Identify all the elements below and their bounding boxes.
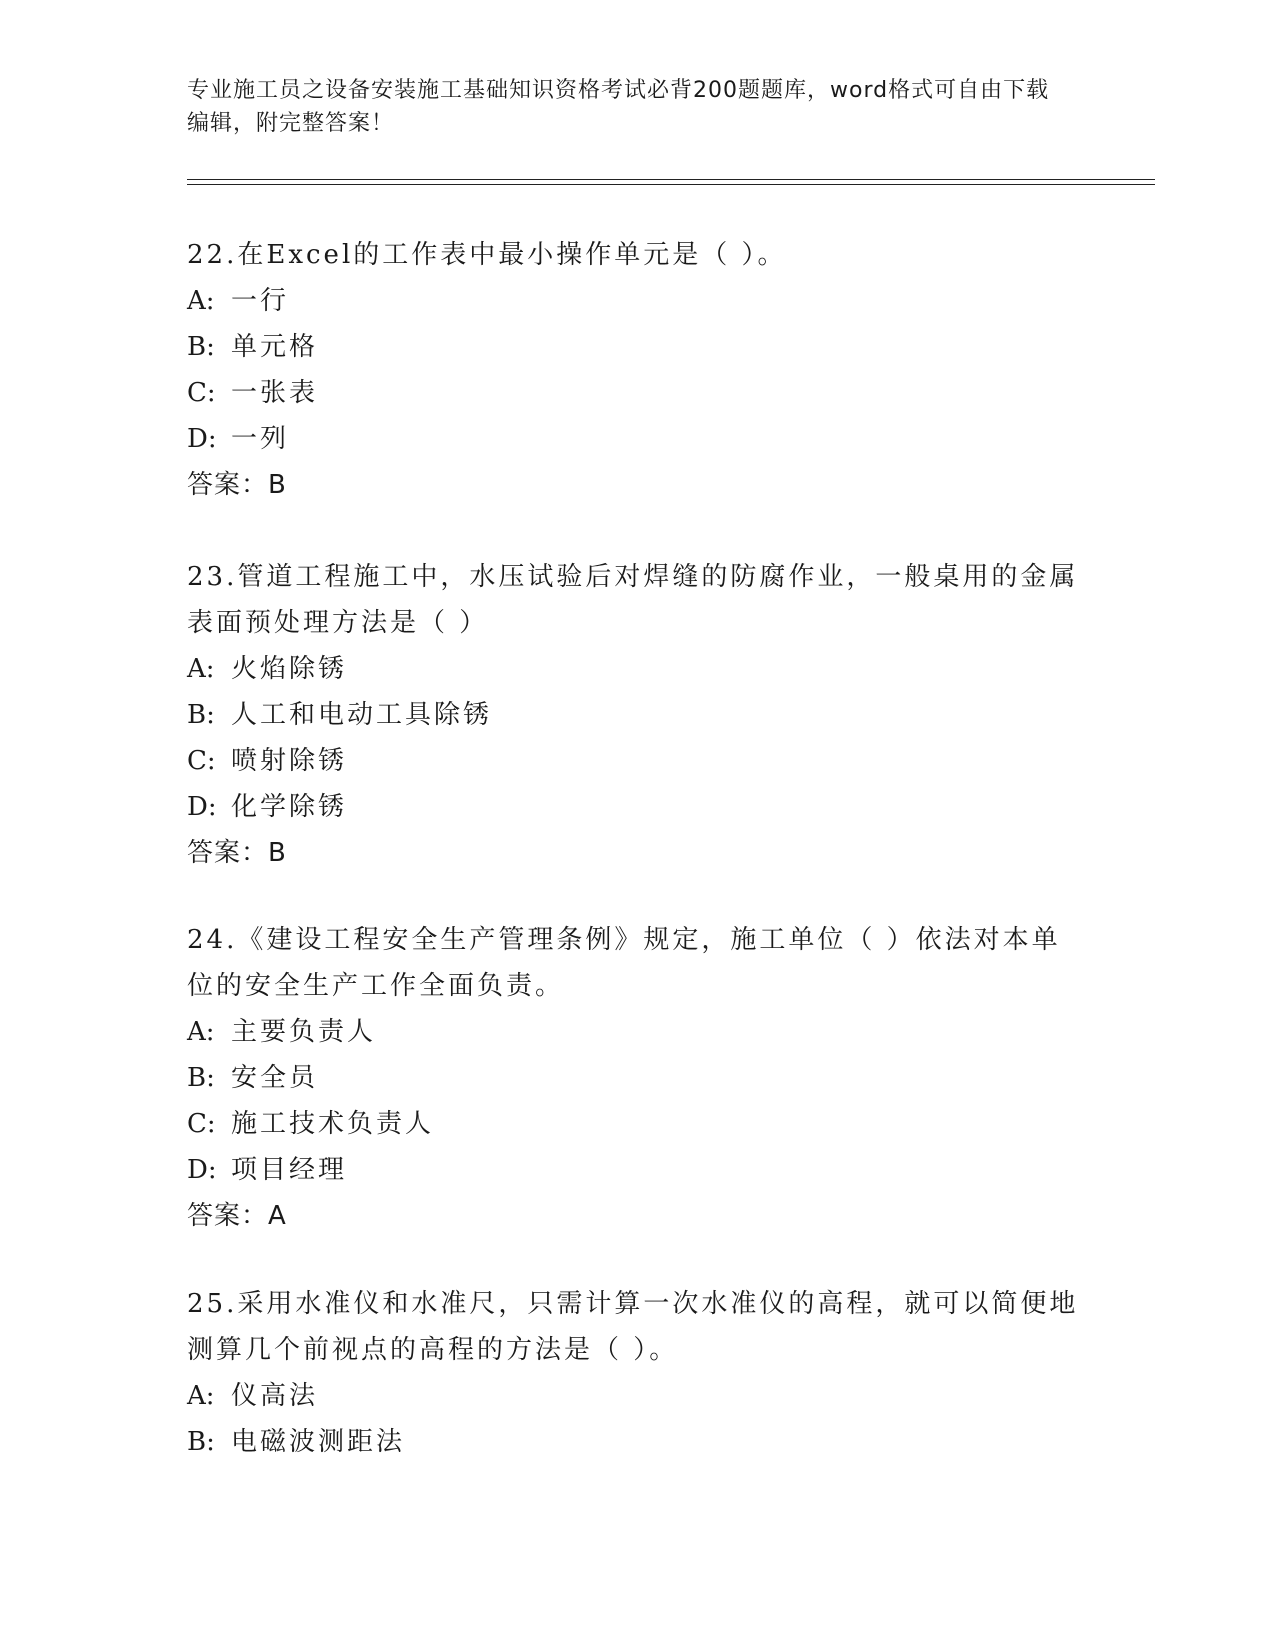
answer-label: 答案： [187,470,269,500]
option-letter: B: [187,1063,215,1093]
option-letter: B: [187,700,215,730]
question-text: 23.管道工程施工中，水压试验后对焊缝的防腐作业，一般桌用的金属表面预处理方法是（ ） [187,562,1079,638]
option-text: 项目经理 [231,1155,348,1185]
option-text: 仪高法 [231,1381,319,1411]
option-letter: C: [187,378,216,408]
option-text: 人工和电动工具除锈 [231,700,493,730]
question-23 [187,554,1087,876]
option-a [187,1009,1087,1055]
option-text: 一列 [231,424,290,454]
answer-value: A [268,1201,287,1231]
option-letter: A: [187,654,215,684]
answer-label: 答案： [187,1201,269,1231]
question-22 [187,232,1087,508]
answer-value: B [268,838,287,868]
option-d [187,784,1087,830]
question-24 [187,917,1087,1239]
option-text: 施工技术负责人 [231,1109,435,1139]
question-text: 24.《建设工程安全生产管理条例》规定，施工单位（ ）依法对本单位的安全生产工作全面负责。 [187,925,1061,1001]
option-c [187,370,1087,416]
option-text: 安全员 [231,1063,319,1093]
option-letter: B: [187,1427,215,1457]
option-text: 化学除锈 [231,792,348,822]
option-text: 一行 [231,286,290,316]
option-letter: A: [187,1017,215,1047]
option-text: 一张表 [231,378,319,408]
option-b [187,324,1087,370]
option-text: 喷射除锈 [231,746,348,776]
answer-line [187,462,1087,508]
option-c [187,738,1087,784]
option-b [187,692,1087,738]
option-d [187,1147,1087,1193]
answer-value: B [268,470,287,500]
option-letter: B: [187,332,215,362]
option-letter: D: [187,424,217,454]
question-text: 25.采用水准仪和水准尺，只需计算一次水准仪的高程，就可以简便地测算几个前视点的高程的方法是（ ）。 [187,1289,1079,1365]
option-b [187,1419,1087,1465]
option-text: 单元格 [231,332,319,362]
option-text: 火焰除锈 [231,654,348,684]
option-letter: D: [187,1155,217,1185]
option-letter: A: [187,286,215,316]
option-letter: A: [187,1381,215,1411]
option-a [187,646,1087,692]
option-b [187,1055,1087,1101]
option-text: 电磁波测距法 [231,1427,406,1457]
answer-label: 答案： [187,838,269,868]
question-text: 22.在Excel的工作表中最小操作单元是（ ）。 [187,240,787,270]
header-rule-bottom [187,184,1155,185]
option-letter: C: [187,1109,216,1139]
option-letter: C: [187,746,216,776]
option-c [187,1101,1087,1147]
option-a [187,278,1087,324]
option-d [187,416,1087,462]
option-letter: D: [187,792,217,822]
document-header: 专业施工员之设备安装施工基础知识资格考试必背200题题库，word格式可自由下载编辑，附完整答案！ [187,78,1050,136]
answer-line [187,1193,1087,1239]
option-text: 主要负责人 [231,1017,377,1047]
question-25 [187,1281,1087,1465]
option-a [187,1373,1087,1419]
answer-line [187,830,1087,876]
header-rule-top [187,179,1155,180]
